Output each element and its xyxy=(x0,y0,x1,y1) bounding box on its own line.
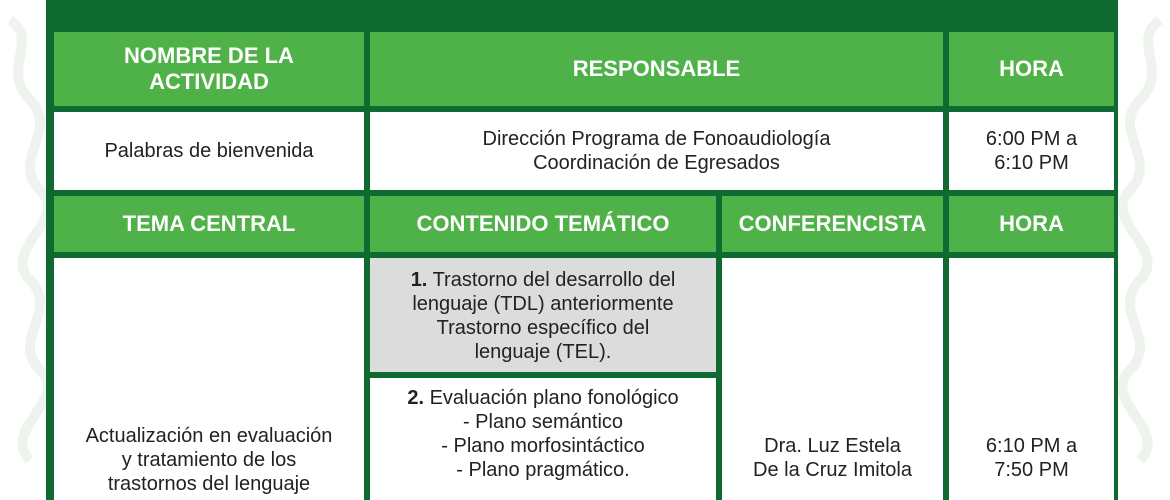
header-time-2: HORA xyxy=(949,196,1114,252)
header-time: HORA xyxy=(949,32,1114,106)
header-activity-name: NOMBRE DE LA ACTIVIDAD xyxy=(54,32,364,106)
header-central-theme: TEMA CENTRAL xyxy=(54,196,364,252)
time-value: 6:00 PM a 6:10 PM xyxy=(949,112,1114,190)
decorative-pattern-right xyxy=(1110,0,1170,500)
content-item-1 xyxy=(370,258,716,372)
content-item-2-number: 2. xyxy=(407,387,425,409)
content-item-2 xyxy=(370,378,716,500)
header-responsible: RESPONSABLE xyxy=(370,32,943,106)
content-item-1-text xyxy=(411,268,676,364)
speaker-name: Dra. Luz Estela De la Cruz Imitola xyxy=(722,258,943,500)
activity-name: Palabras de bienvenida xyxy=(54,112,364,190)
content-item-1-number: 1. xyxy=(410,269,428,291)
schedule-table xyxy=(46,0,1118,500)
content-item-2-text xyxy=(407,386,678,482)
central-theme: Actualización en evaluación y tratamiento de los trastornos del lenguaje xyxy=(54,258,364,500)
content-item-1-body: Trastorno del desarrollo del lenguaje (TDL) anteriormente Trastorno específico del lenguaje (TEL). xyxy=(412,269,676,363)
header-thematic-content: CONTENIDO TEMÁTICO xyxy=(370,196,716,252)
header-speaker: CONFERENCISTA xyxy=(722,196,943,252)
content-item-2-body: Evaluación plano fonológico - Plano semántico - Plano morfosintáctico - Plano pragmático. xyxy=(429,387,679,481)
time-value-2: 6:10 PM a 7:50 PM xyxy=(949,258,1114,500)
responsible-value: Dirección Programa de Fonoaudiología Coordinación de Egresados xyxy=(370,112,943,190)
